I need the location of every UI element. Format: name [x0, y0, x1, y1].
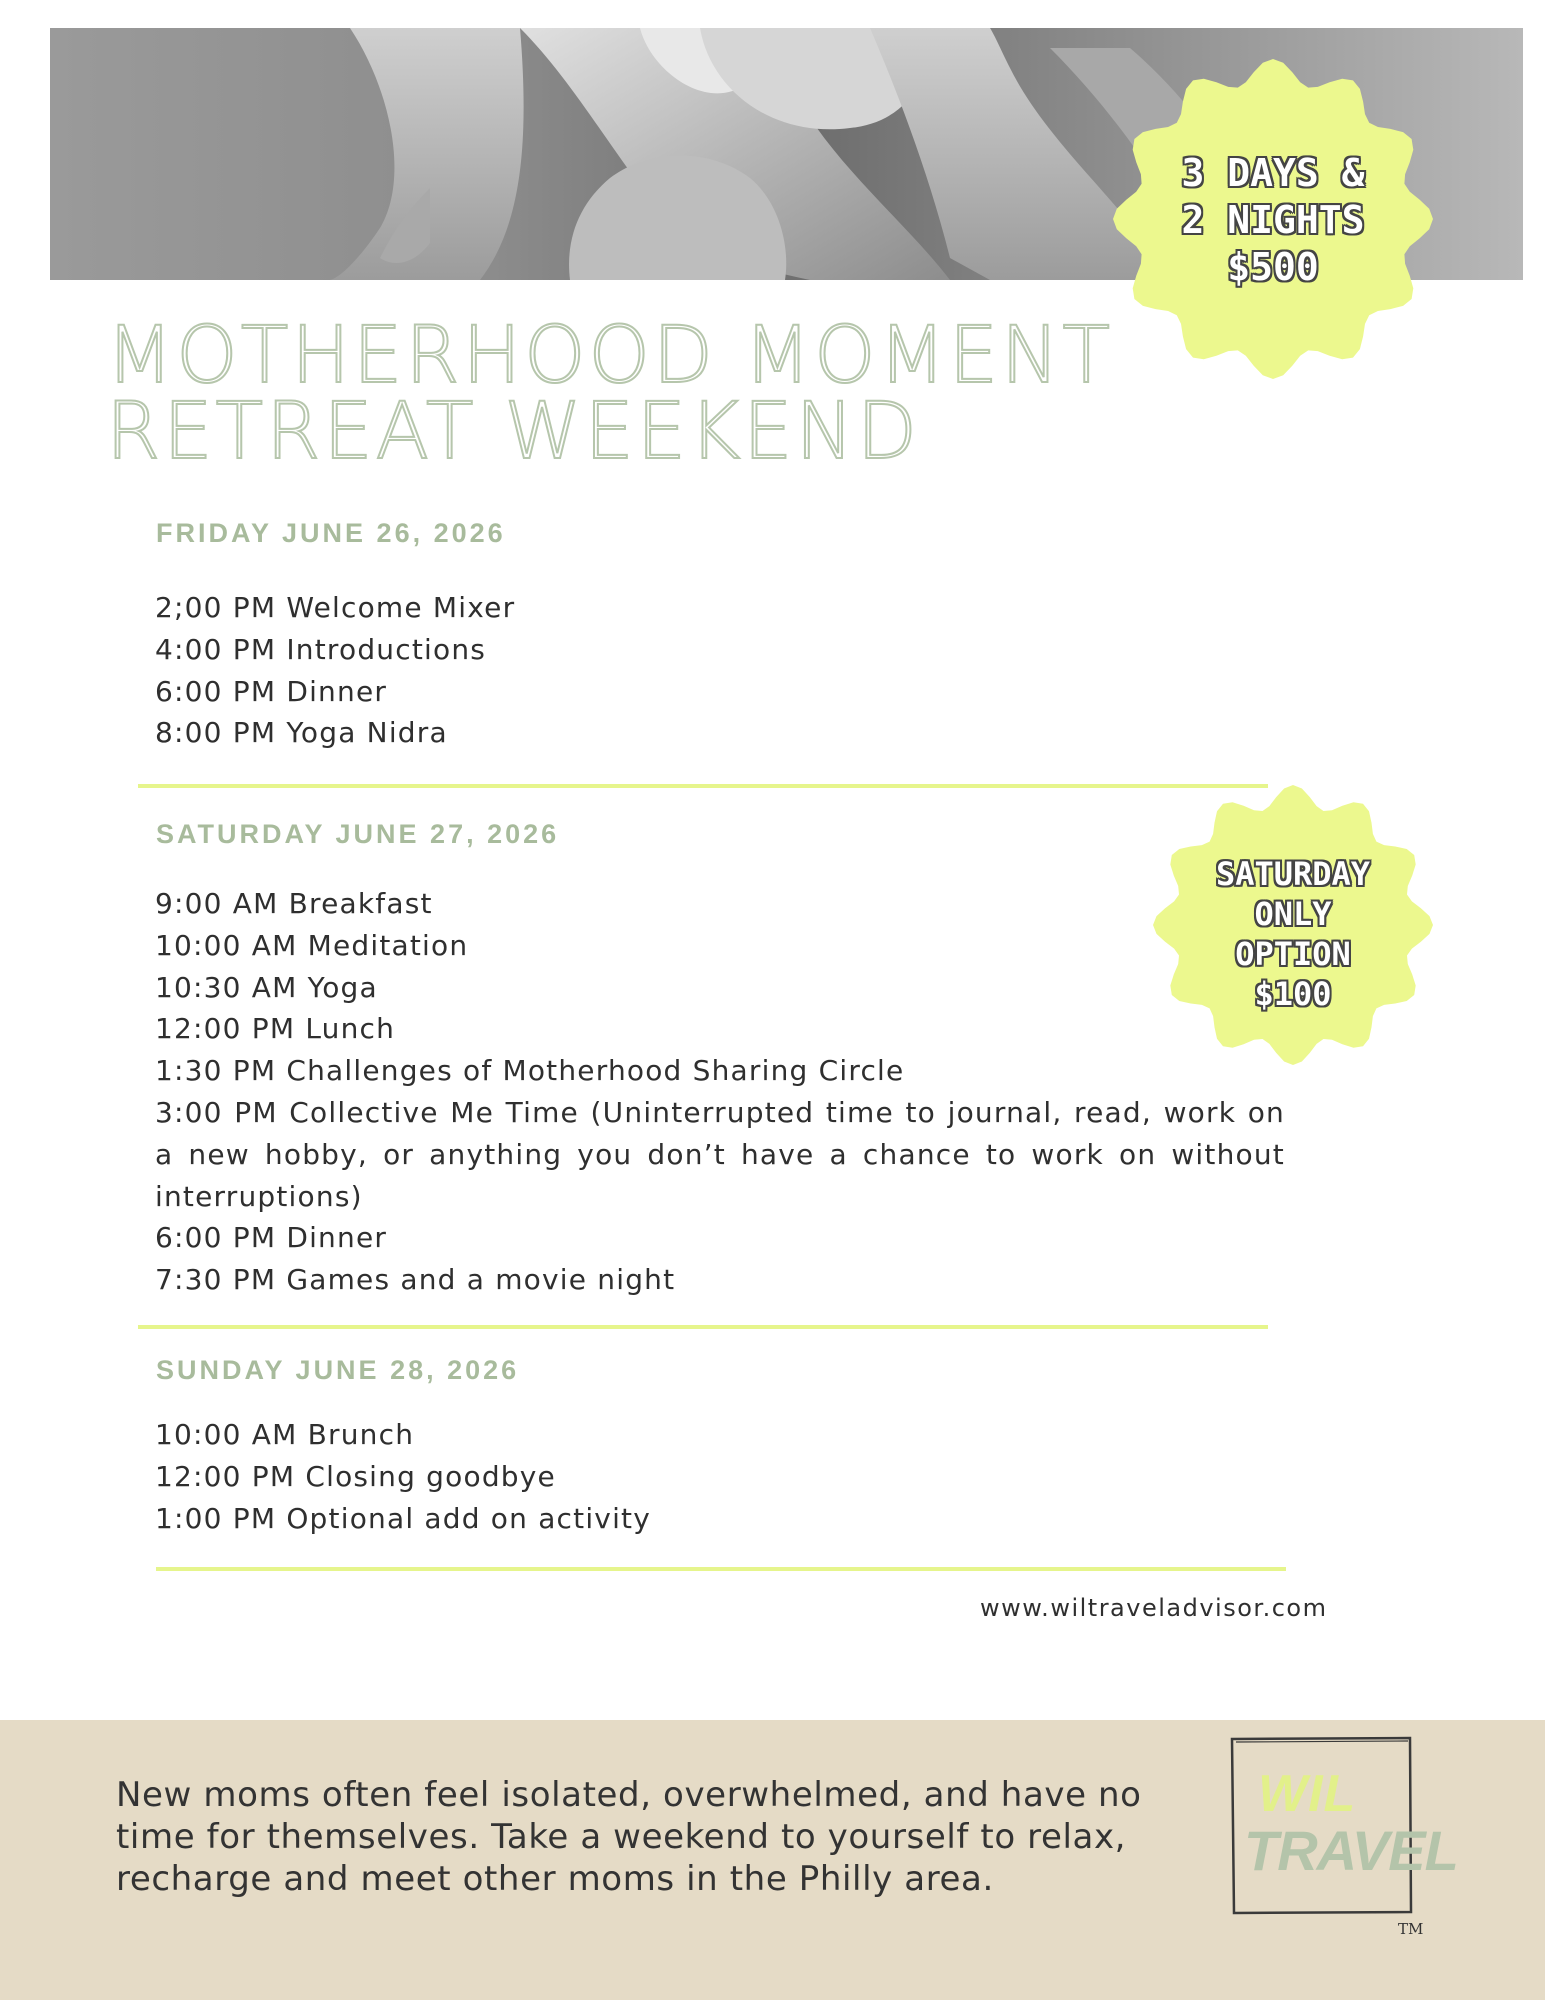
price-badge: [1112, 58, 1434, 380]
schedule-item: 7:30 PM Games and a movie night: [155, 1263, 676, 1297]
divider: [138, 1325, 1268, 1329]
sunday-schedule: [155, 1414, 651, 1539]
friday-heading: FRIDAY JUNE 26, 2026: [156, 518, 506, 548]
badge-line-4: $100: [1254, 975, 1332, 1013]
schedule-item: 1:00 PM Optional add on activity: [155, 1501, 651, 1535]
saturday-heading: SATURDAY JUNE 27, 2026: [156, 819, 560, 849]
schedule-item: 10:00 AM Brunch: [155, 1418, 415, 1451]
trademark-mark: TM: [1398, 1920, 1424, 1938]
page-title: [106, 311, 1114, 477]
divider: [156, 1567, 1286, 1571]
schedule-item: 1:30 PM Challenges of Motherhood Sharing Circle: [155, 1054, 905, 1088]
website-link[interactable]: www.wiltraveladvisor.com: [980, 1594, 1328, 1622]
schedule-item: 12:00 PM Lunch: [155, 1012, 396, 1046]
wil-travel-logo: [1228, 1736, 1458, 1916]
badge-line-1: 3 DAYS &: [1181, 151, 1365, 195]
title-line-1: MOTHERHOOD MOMENT: [106, 311, 1114, 401]
schedule-item: 6:00 PM Dinner: [155, 1221, 388, 1255]
schedule-item: 6:00 PM Dinner: [155, 674, 388, 708]
saturday-schedule: [155, 883, 1285, 1301]
schedule-item: 2;00 PM Welcome Mixer: [155, 591, 516, 624]
logo-travel-text: TRAVEL: [1244, 1819, 1458, 1882]
badge-line-2: ONLY: [1254, 895, 1332, 933]
divider: [138, 784, 1268, 788]
schedule-item: 10:30 AM Yoga: [155, 970, 378, 1004]
badge-line-3: $500: [1227, 245, 1319, 289]
logo-wil-text: WIL: [1258, 1765, 1357, 1823]
schedule-item: 3:00 PM Collective Me Time (Uninterrupted time to journal, read, work on a new hobby, or anything you don’t have a chance to work on without interruptions): [155, 1095, 1285, 1213]
badge-line-3: OPTION: [1235, 935, 1351, 973]
saturday-price-badge: [1152, 784, 1434, 1066]
badge-line-2: 2 NIGHTS: [1181, 198, 1365, 242]
badge-line-1: SATURDAY: [1215, 855, 1371, 893]
friday-schedule: [155, 587, 515, 754]
schedule-item: 9:00 AM Breakfast: [155, 887, 433, 920]
schedule-item: 4:00 PM Introductions: [155, 632, 487, 666]
footer-tagline: New moms often feel isolated, overwhelmed, and have no time for themselves. Take a weekend to yourself to relax, recharge and meet other moms in the Philly area.: [116, 1775, 1142, 1899]
schedule-item: 10:00 AM Meditation: [155, 928, 469, 962]
schedule-item: 12:00 PM Closing goodbye: [155, 1459, 556, 1493]
title-line-2: RETREAT WEEKEND: [106, 387, 920, 477]
schedule-item: 8:00 PM Yoga Nidra: [155, 716, 448, 750]
sunday-heading: SUNDAY JUNE 28, 2026: [156, 1355, 520, 1385]
